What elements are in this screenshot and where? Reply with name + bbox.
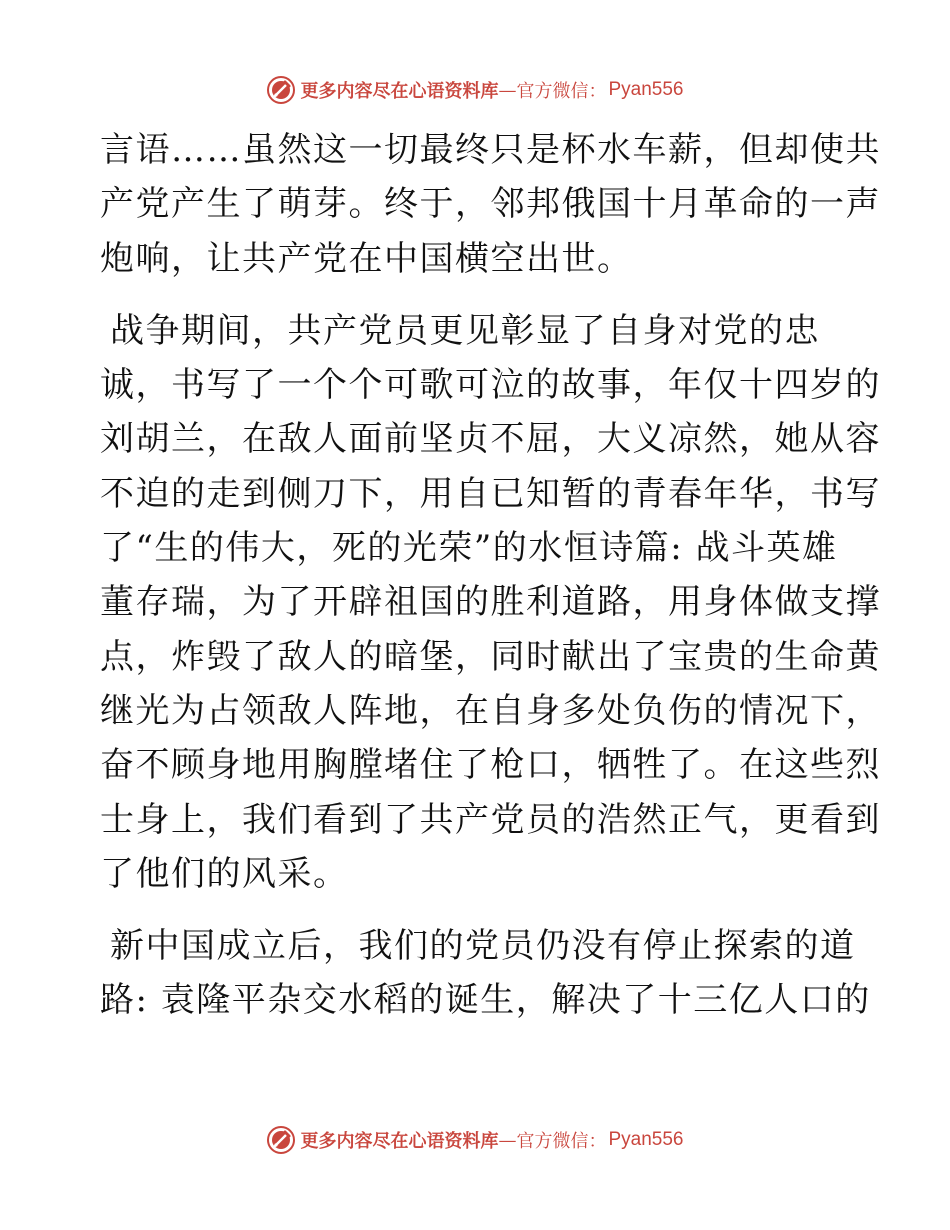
text-line: 继光为占领敌人阵地，在自身多处负伤的情况下， [100,690,881,731]
text-line: 炮响，让共产党在中国横空出世。 [100,238,633,279]
text-line: 士身上，我们看到了共产党员的浩然正气，更看到 [100,799,881,840]
text-line: 刘胡兰，在敌人面前坚贞不屈，大义凉然，她从容 [100,419,881,460]
header-banner [0,70,950,110]
body-text [100,123,881,1028]
text-line: 董存瑞，为了开辟祖国的胜利道路，用身体做支撑 [100,582,881,623]
text-line: 言语……虽然这一切最终只是杯水车薪，但却使共 [100,130,881,170]
text-line: 奋不顾身地用胸膛堵住了枪口，牺牲了。在这些烈 [100,745,881,786]
paragraph-2 [100,304,881,901]
text-line: 不迫的走到侧刀下，用自已知暂的青春年华，书写 [100,473,881,514]
footer-banner-separator: — [498,1129,517,1151]
footer-wechat-id: Pyan556 [608,1129,684,1150]
header-banner-text: 更多内容尽在心语资料库 [300,81,499,102]
text-line: 路: 袁隆平杂交水稻的诞生，解决了十三亿人口的 [100,980,871,1021]
paragraph-1 [100,123,881,286]
header-banner-separator: — [498,79,517,101]
text-line: 点，炸毁了敌人的暗堡，同时献出了宝贵的生命黄 [100,636,881,677]
header-wechat-id: Pyan556 [608,79,684,100]
paragraph-3 [100,919,871,1028]
footer-official-label: 官方微信： [516,1131,607,1152]
footer-banner-text: 更多内容尽在心语资料库 [300,1131,499,1152]
text-line: 了他们的风采。 [100,853,349,894]
text-line: 了“生的伟大，死的光荣”的水恒诗篇: 战斗英雄 [100,528,838,569]
header-official-label: 官方微信： [516,81,607,102]
text-line: 新中国成立后，我们的党员仍没有停止探索的道 [110,926,856,967]
text-line: 产党产生了萌芽。终于，邻邦俄国十月革命的一声 [100,184,881,225]
footer-banner [0,1120,950,1160]
text-line: 诚，书写了一个个可歌可泣的故事，年仅十四岁的 [100,365,881,406]
pen-logo-icon [266,1125,296,1155]
pen-logo-icon [266,75,296,105]
text-line: 战争期间，共产党员更见彰显了自身对党的忠 [110,310,820,351]
